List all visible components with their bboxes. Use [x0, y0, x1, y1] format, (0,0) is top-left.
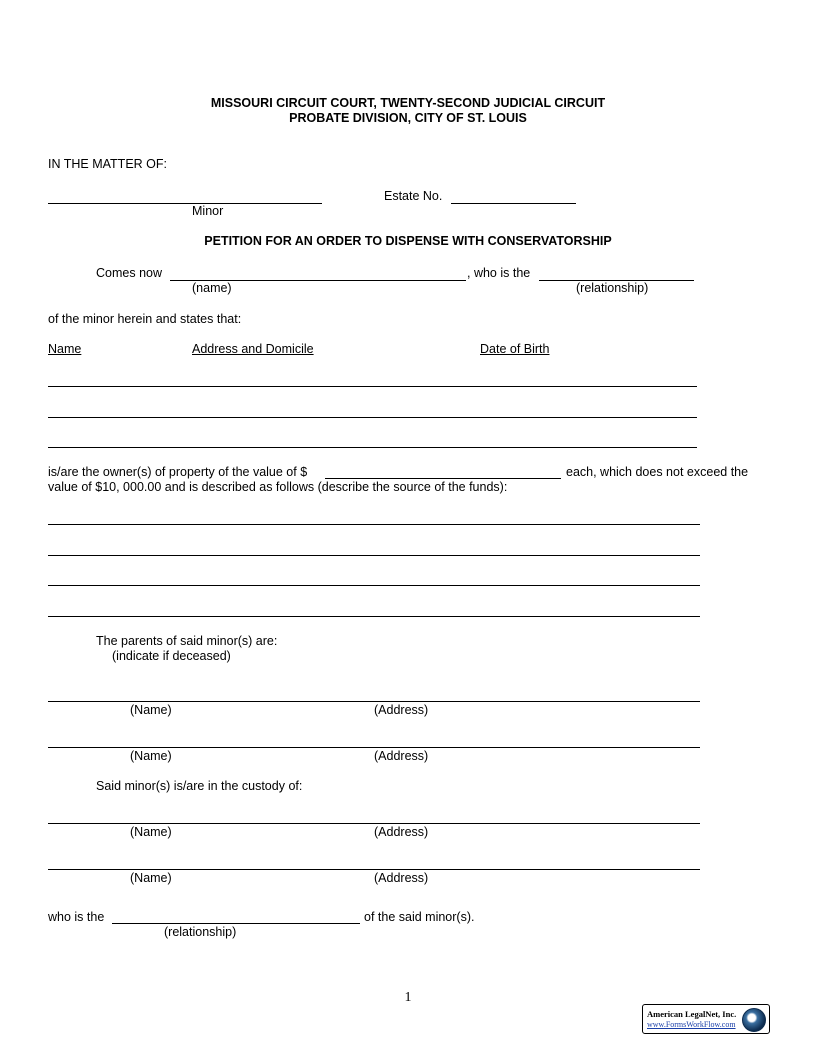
funds-description-line[interactable]: [48, 524, 700, 525]
column-header-name: Name: [48, 342, 82, 356]
who-is-the-label: , who is the: [467, 266, 531, 280]
address-caption: (Address): [374, 825, 429, 839]
petition-title: PETITION FOR AN ORDER TO DISPENSE WITH CONSERVATORSHIP: [204, 234, 612, 248]
who-is-suffix: of the said minor(s).: [364, 910, 475, 924]
minor-name-line[interactable]: [48, 203, 322, 204]
court-header-line1: MISSOURI CIRCUIT COURT, TWENTY-SECOND JUDICIAL CIRCUIT: [210, 96, 606, 110]
property-text-line1: is/are the owner(s) of property of the value of $: [48, 465, 308, 479]
minor-entry-line[interactable]: [48, 386, 697, 387]
comes-now-label: Comes now: [96, 266, 162, 280]
name-caption: (name): [192, 281, 232, 295]
funds-description-line[interactable]: [48, 555, 700, 556]
property-value-line[interactable]: [325, 478, 561, 479]
funds-description-line[interactable]: [48, 616, 700, 617]
property-text-line2: value of $10, 000.00 and is described as follows (describe the source of the funds):: [48, 480, 508, 494]
name-caption: (Name): [130, 825, 172, 839]
parents-note: (indicate if deceased): [112, 649, 231, 663]
estate-number-line[interactable]: [451, 203, 576, 204]
states-text: of the minor herein and states that:: [48, 312, 242, 326]
minor-caption: Minor: [192, 204, 224, 218]
column-header-dob: Date of Birth: [480, 342, 550, 356]
footer-badge: [642, 1004, 770, 1034]
custody-heading: Said minor(s) is/are in the custody of:: [96, 779, 303, 793]
estate-label: Estate No.: [384, 189, 443, 203]
page-number: 1: [404, 990, 412, 1005]
relationship-caption: (relationship): [164, 925, 237, 939]
minor-entry-line[interactable]: [48, 447, 697, 448]
parent-entry-line[interactable]: [48, 747, 700, 748]
footer-url[interactable]: www.FormsWorkFlow.com: [647, 1020, 736, 1029]
name-caption: (Name): [130, 703, 172, 717]
custodian-entry-line[interactable]: [48, 869, 700, 870]
relationship-caption: (relationship): [576, 281, 649, 295]
parents-heading: The parents of said minor(s) are:: [96, 634, 278, 648]
column-header-address: Address and Domicile: [192, 342, 314, 356]
name-caption: (Name): [130, 871, 172, 885]
minor-entry-line[interactable]: [48, 417, 697, 418]
address-caption: (Address): [374, 703, 429, 717]
who-is-label: who is the: [48, 910, 105, 924]
name-caption: (Name): [130, 749, 172, 763]
address-caption: (Address): [374, 871, 429, 885]
custodian-relationship-line[interactable]: [112, 923, 360, 924]
funds-description-line[interactable]: [48, 585, 700, 586]
matter-label: IN THE MATTER OF:: [48, 157, 167, 171]
custodian-entry-line[interactable]: [48, 823, 700, 824]
globe-logo-icon: [742, 1008, 766, 1032]
footer-company: American LegalNet, Inc.: [647, 1009, 737, 1019]
property-text-line1-suffix: each, which does not exceed the: [566, 465, 749, 479]
parent-entry-line[interactable]: [48, 701, 700, 702]
address-caption: (Address): [374, 749, 429, 763]
court-header-line2: PROBATE DIVISION, CITY OF ST. LOUIS: [289, 111, 527, 125]
